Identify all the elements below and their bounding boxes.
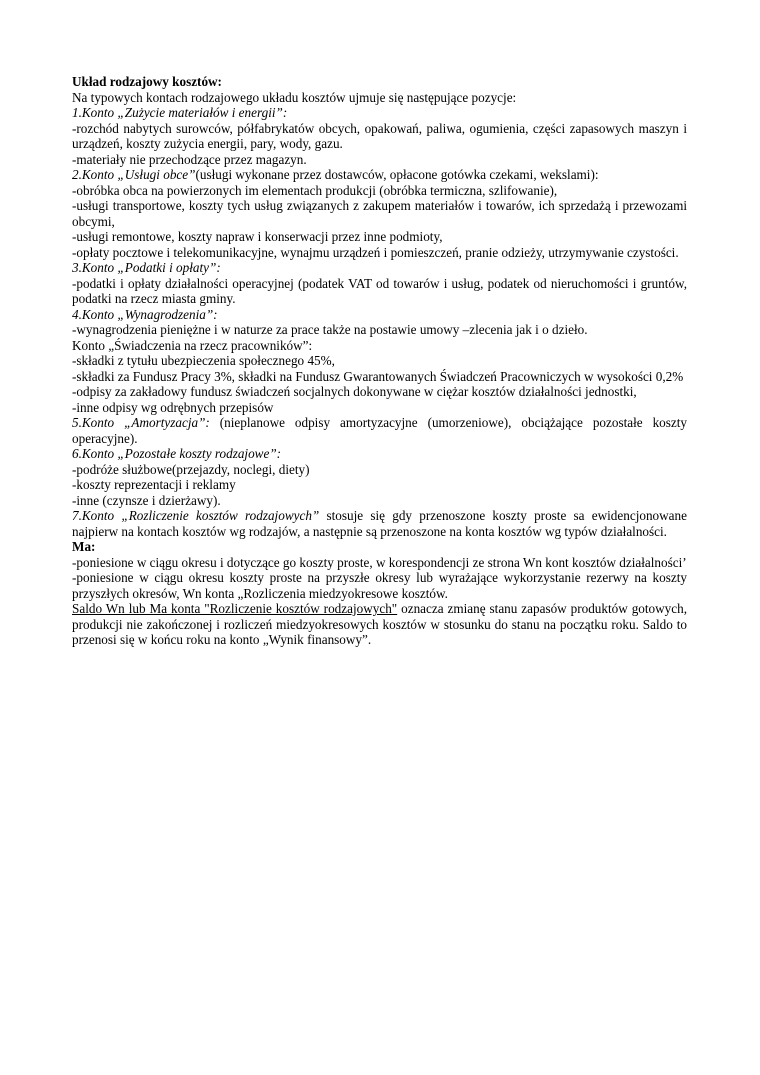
section-4b-item: -składki z tytułu ubezpieczenia społecznego 45%, bbox=[72, 353, 335, 368]
ma-item: -poniesione w ciągu okresu i dotyczące go koszty proste, w korespondencji ze strona Wn kont kosztów działalności’ bbox=[72, 554, 687, 570]
section-2-paragraph bbox=[72, 167, 687, 183]
section-2-heading: 2.Konto „Usługi obce” bbox=[72, 167, 196, 182]
section-7-paragraph bbox=[72, 508, 687, 539]
section-6-heading: 6.Konto „Pozostałe koszty rodzajowe”: bbox=[72, 446, 282, 461]
section-3-item: -podatki i opłaty działalności operacyjnej (podatek VAT od towarów i usług, podatek od nieruchomości i gruntów, podatki na rzecz miasta gminy. bbox=[72, 275, 687, 306]
ma-heading: Ma: bbox=[72, 539, 96, 554]
section-2-item: -usługi remontowe, koszty napraw i konserwacji przez inne podmioty, bbox=[72, 229, 443, 244]
section-4b-item: -odpisy za zakładowy fundusz świadczeń socjalnych dokonywane w ciężar kosztów działalności jednostki, bbox=[72, 384, 637, 399]
section-5-heading-rest: (nieplanowe odpisy amortyzacyjne (umorzeniowe), obciążające pozostałe koszty operacyjne). bbox=[72, 415, 687, 446]
section-1-heading: 1.Konto „Zużycie materiałów i energii”: bbox=[72, 105, 288, 120]
section-5-heading: 5.Konto „Amortyzacja”: bbox=[72, 415, 210, 430]
section-6-item: -podróże służbowe(przejazdy, noclegi, diety) bbox=[72, 461, 310, 477]
saldo-underlined: Saldo Wn lub Ma konta "Rozliczenie kosztów rodzajowych" bbox=[72, 601, 398, 616]
document-title: Układ rodzajowy kosztów: bbox=[72, 74, 222, 89]
ma-item: -poniesione w ciągu okresu koszty proste na przyszłe okresy lub wyrażające wykorzystanie rezerwy na koszty przyszłych okresów, Wn konta „Rozliczenia miedzyokresowe kosztów. bbox=[72, 570, 687, 601]
section-4b-item: -składki za Fundusz Pracy 3%, składki na Fundusz Gwarantowanych Świadczeń Pracowniczych w wysokości 0,2% bbox=[72, 368, 684, 384]
section-4-heading: 4.Konto „Wynagrodzenia”: bbox=[72, 306, 218, 322]
section-2-heading-rest: (usługi wykonane przez dostawców, opłacone gotówka czekami, wekslami): bbox=[195, 167, 599, 182]
section-5-paragraph bbox=[72, 415, 687, 446]
section-4b-heading: Konto „Świadczenia na rzecz pracowników”: bbox=[72, 337, 313, 353]
section-6-item: -inne (czynsze i dzierżawy). bbox=[72, 492, 221, 508]
document-body bbox=[72, 74, 687, 648]
saldo-paragraph bbox=[72, 601, 687, 648]
section-2-item: -opłaty pocztowe i telekomunikacyjne, wynajmu urządzeń i pomieszczeń, pranie odzieży, utrzymywanie czystości. bbox=[72, 244, 679, 260]
section-1-item: -rozchód nabytych surowców, półfabrykatów obcych, opakowań, paliwa, ogumienia, części zapasowych maszyn i urządzeń, koszty zużycia energii, pary, wody, gazu. bbox=[72, 120, 687, 151]
section-2-item: -usługi transportowe, koszty tych usług związanych z zakupem materiałów i towarów, ich sprzedażą i przewozami obcymi, bbox=[72, 198, 687, 229]
section-7-heading-rest: stosuje się gdy przenoszone koszty proste sa ewidencjonowane najpierw na kontach kosztów wg rodzajów, a następnie są przenoszone na konta kosztów wg typów działalności. bbox=[72, 508, 687, 539]
saldo-rest: oznacza zmianę stanu zapasów produktów gotowych, produkcji nie zakończonej i rozliczeń miedzyokresowych kosztów w stosunku do stanu na początku roku. Saldo to przenosi się w końcu roku na konto „Wynik finansowy”. bbox=[72, 601, 688, 647]
intro-text: Na typowych kontach rodzajowego układu kosztów ujmuje się następujące pozycje: bbox=[72, 89, 517, 105]
section-1-item: -materiały nie przechodzące przez magazyn. bbox=[72, 151, 307, 167]
section-4-item: -wynagrodzenia pieniężne i w naturze za prace także na postawie umowy –zlecenia jak i o dzieło. bbox=[72, 322, 588, 337]
section-6-item: -koszty reprezentacji i reklamy bbox=[72, 477, 236, 492]
section-7-heading: 7.Konto „Rozliczenie kosztów rodzajowych” bbox=[72, 508, 320, 523]
section-4b-item: -inne odpisy wg odrębnych przepisów bbox=[72, 399, 274, 415]
section-3-heading: 3.Konto „Podatki i opłaty”: bbox=[72, 260, 221, 275]
section-2-item: -obróbka obca na powierzonych im elementach produkcji (obróbka termiczna, szlifowanie), bbox=[72, 182, 558, 198]
